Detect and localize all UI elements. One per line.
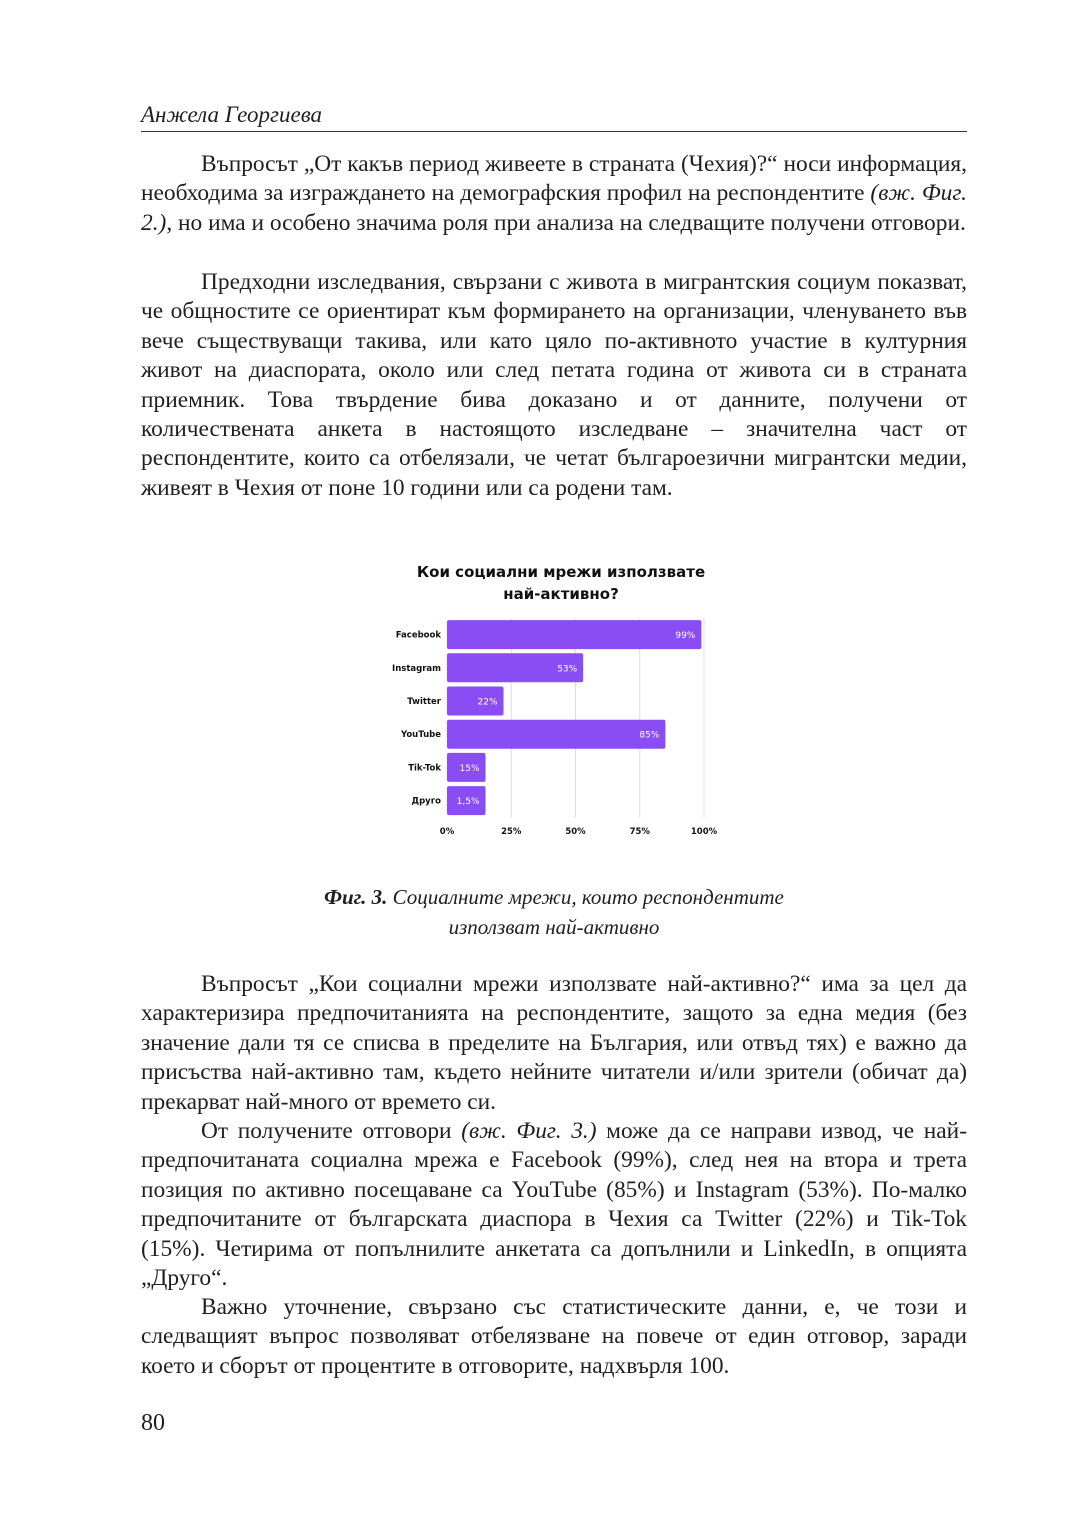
category-label: Twitter xyxy=(407,697,441,707)
x-tick-label: 100% xyxy=(690,827,718,838)
chart-title-line-1: Кои социални мрежи използвате xyxy=(416,563,706,581)
bar-data-label: 1,5% xyxy=(456,797,480,808)
bar-data-label: 99% xyxy=(675,631,696,642)
figure-reference-2: (вж. Фиг. 2.) xyxy=(141,180,967,236)
paragraph-1-text-b: , но има и особено значима роля при анализа на следващите получени отговори. xyxy=(166,209,966,236)
paragraph-5: Важно уточнение, свързано със статистическите данни, е, че този и следващият въпрос позволяват отбелязване на повече от един отговор, заради което и сборът от процентите в отговорите, надхвърля 100. xyxy=(141,1294,967,1379)
caption-label: Фиг. 3. xyxy=(324,885,388,909)
chart-title-line-2: най-активно? xyxy=(503,585,619,603)
x-tick-label: 75% xyxy=(629,827,650,838)
caption-text-1: Социалните мрежи, които респондентите xyxy=(387,885,784,909)
category-label: Facebook xyxy=(395,630,441,641)
chart-x-axis xyxy=(440,827,718,837)
category-label: YouTube xyxy=(400,730,441,741)
paragraph-4 xyxy=(141,1117,967,1293)
paragraph-2: Предходни изследвания, свързани с живота в мигрантския социум показват, че общностите се ориентират към формирането на организации, членуването във вече съществуващи такива, или като цяло по-активното участие в културния живот на диаспората, около или след петата година от живота си в страната приемник. Това твърдение бива доказано и от данните, получени от количествената анкета в настоящото изследване – значителна част от респондентите, които са отбелязали, че четат българоезични мигрантски медии, живеят в Чехия от поне 10 години или са родени там. xyxy=(141,269,967,501)
bar xyxy=(447,620,701,649)
chart-bars xyxy=(392,620,701,815)
paragraph-4-text-a: От получените отговори xyxy=(201,1118,462,1144)
page-number: 80 xyxy=(141,1410,165,1436)
category-label: Instagram xyxy=(392,663,441,674)
paragraph-4-text-b: може да се направи извод, че най-предпочитаната социална мрежа е Facebook (99%), след нея на втора и трета позиция по активно посещаване са YouTube (85%) и Instagram (53%). По-малко предпочитаните от българската диаспора в Чехия са Twitter (22%) и Tik-Tok (15%). Четирима от попълнилите анкетата са допълнили и LinkedIn, в опцията „Друго“. xyxy=(141,1118,967,1292)
category-label: Tik-Tok xyxy=(408,763,441,774)
paragraph-1-text-a: Въпросът „От какъв период живеете в страната (Чехия)?“ носи информация, необходима за изграждането на демографския профил на респондентите xyxy=(141,151,967,207)
caption-line-2: използват най-активно xyxy=(448,915,660,939)
x-tick-label: 50% xyxy=(565,827,586,838)
bar-data-label: 15% xyxy=(459,763,480,774)
x-tick-label: 25% xyxy=(501,827,522,838)
category-label: Друго xyxy=(411,796,441,807)
author-name: Анжела Георгиева xyxy=(141,102,323,127)
bar-data-label: 22% xyxy=(477,697,498,708)
social-networks-chart xyxy=(380,555,725,845)
paragraph-3: Въпросът „Кои социални мрежи използвате най-активно?“ има за цел да характеризира предпочитанията на респондентите, защото за една медия (без значение дали тя се списва в пределите на България, или отвъд тях) е важно да присъства най-активно там, където нейните читатели и/или зрители (обичат да) прекарват най-много от времето си. xyxy=(141,971,967,1115)
figure-caption xyxy=(141,882,967,942)
x-tick-label: 0% xyxy=(439,827,455,838)
paragraph-1 xyxy=(141,150,967,238)
figure-reference-3: (вж. Фиг. 3.) xyxy=(461,1118,597,1144)
caption-line-1 xyxy=(141,882,967,912)
bar-data-label: 53% xyxy=(557,664,578,675)
running-header xyxy=(141,100,967,132)
bar-data-label: 85% xyxy=(639,730,660,741)
bar xyxy=(447,720,665,749)
chart-title xyxy=(417,563,705,603)
